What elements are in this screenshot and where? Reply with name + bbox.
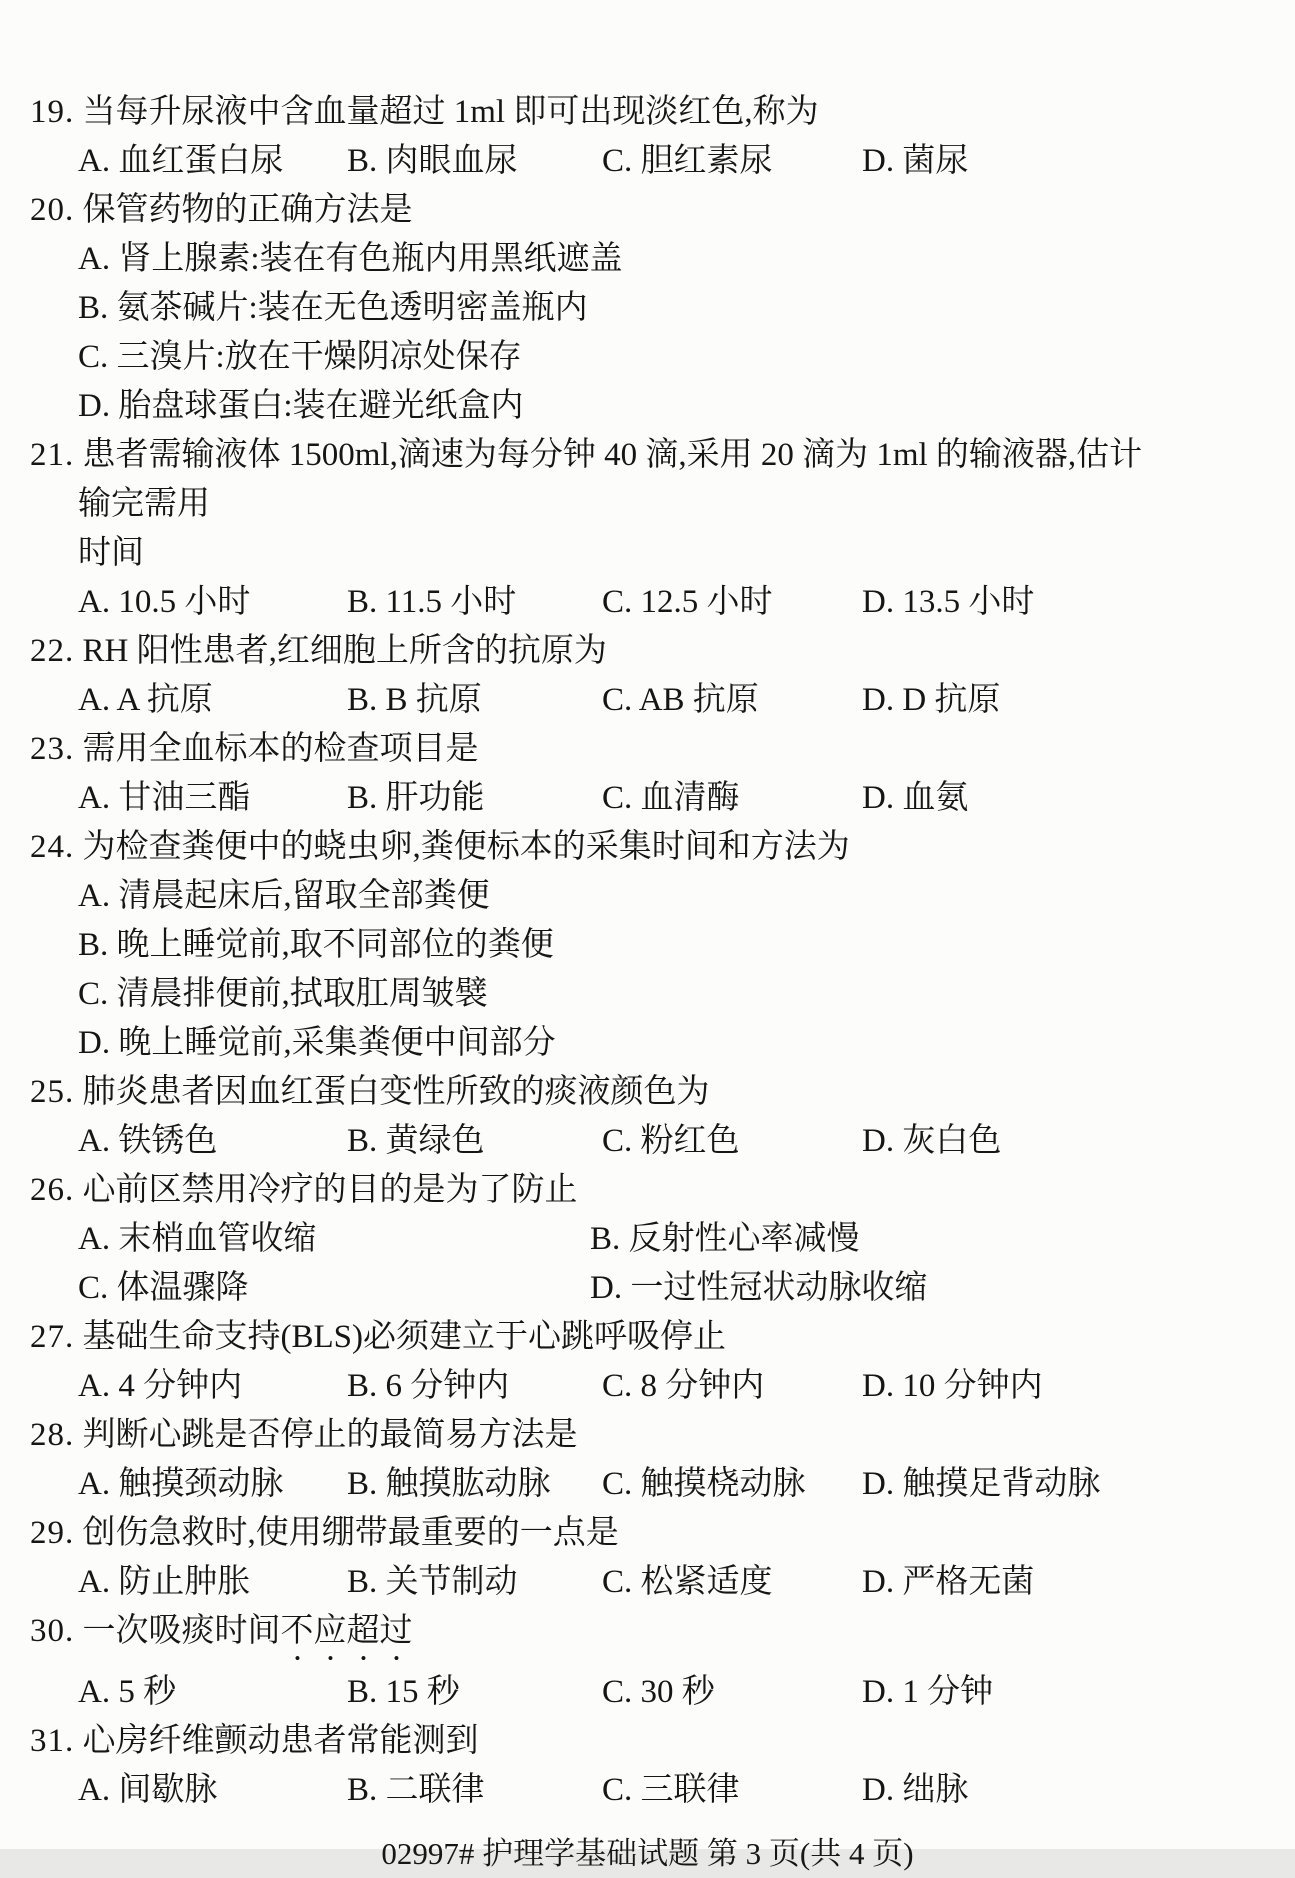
option-text: 晚上睡觉前,采集粪便中间部分 [118, 1025, 556, 1061]
option-c [30, 970, 1265, 1019]
question-stem [30, 88, 1163, 137]
option-text: 二联律 [385, 1772, 485, 1808]
stem-text: 当每升尿液中含血量超过 1ml 即可出现淡红色,称为 [82, 94, 819, 130]
option-b [590, 1215, 860, 1264]
question-stem [30, 1166, 1163, 1215]
option-text: 血红蛋白尿 [118, 143, 284, 179]
option-c [602, 1460, 806, 1509]
option-text: 体温骤降 [116, 1270, 249, 1306]
options-row [30, 1668, 1265, 1717]
question-stem [30, 823, 1163, 872]
options-row [30, 1117, 1265, 1166]
option-text: B 抗原 [385, 682, 482, 718]
question-stem [30, 1313, 1163, 1362]
question-27 [30, 1313, 1265, 1411]
option-d [862, 1117, 1001, 1166]
option-label: C. [602, 143, 633, 179]
question-number: 27. [30, 1319, 75, 1355]
question-31 [30, 1717, 1265, 1815]
option-text: 胆红素尿 [640, 143, 773, 179]
option-a [78, 1215, 316, 1264]
option-c [30, 333, 1265, 382]
option-text: 氨茶碱片:装在无色透明密盖瓶内 [116, 290, 588, 326]
question-stem [30, 725, 1163, 774]
stem-text: 判断心跳是否停止的最简易方法是 [82, 1417, 578, 1453]
option-label: B. [347, 682, 378, 718]
option-b [347, 1117, 485, 1166]
question-26 [30, 1166, 1265, 1313]
option-d [862, 1460, 1100, 1509]
option-d [30, 382, 1265, 431]
option-text: A 抗原 [116, 682, 213, 718]
option-b [347, 676, 482, 725]
option-text: 防止肿胀 [118, 1564, 251, 1600]
option-text: 黄绿色 [385, 1123, 485, 1159]
option-label: D. [590, 1270, 623, 1306]
option-label: C. [602, 1466, 633, 1502]
options-row [30, 1215, 1265, 1264]
stem-text: 为检查粪便中的蛲虫卵,粪便标本的采集时间和方法为 [82, 829, 850, 865]
option-b [347, 1460, 551, 1509]
option-label: D. [862, 584, 895, 620]
option-c [602, 578, 773, 627]
option-a [78, 774, 250, 823]
option-text: 6 分钟内 [385, 1368, 510, 1404]
option-d [30, 1019, 1265, 1068]
option-c [602, 1766, 740, 1815]
stem-emphasized-text: 不应超过 [280, 1613, 413, 1649]
option-a [78, 137, 283, 186]
option-text: 松紧适度 [640, 1564, 773, 1600]
option-text: 11.5 小时 [385, 584, 517, 620]
option-d [862, 137, 968, 186]
option-b [347, 1362, 509, 1411]
option-a [30, 872, 1265, 921]
option-label: B. [347, 1564, 378, 1600]
option-c [602, 137, 773, 186]
option-a [30, 235, 1265, 284]
option-a [78, 676, 213, 725]
stem-text: 心前区禁用冷疗的目的是为了防止 [82, 1172, 578, 1208]
option-label: A. [78, 1564, 111, 1600]
options-row [30, 676, 1265, 725]
option-label: C. [602, 1564, 633, 1600]
options-row [30, 578, 1265, 627]
option-text: 铁锈色 [118, 1123, 218, 1159]
option-d [862, 1766, 968, 1815]
option-text: 肝功能 [385, 780, 485, 816]
option-label: A. [78, 1674, 111, 1710]
options-row [30, 137, 1265, 186]
option-b [30, 921, 1265, 970]
option-label: C. [602, 1368, 633, 1404]
option-label: D. [862, 143, 895, 179]
option-text: 粉红色 [640, 1123, 740, 1159]
option-label: C. [602, 780, 633, 816]
option-label: C. [78, 339, 109, 375]
page-footer [30, 1829, 1265, 1878]
options-row [30, 1766, 1265, 1815]
question-number: 23. [30, 731, 75, 767]
option-d [862, 1362, 1043, 1411]
question-20 [30, 186, 1265, 431]
question-number: 20. [30, 192, 75, 228]
option-text: 严格无菌 [902, 1564, 1035, 1600]
question-24 [30, 823, 1265, 1068]
option-label: A. [78, 878, 111, 914]
option-text: 三联律 [640, 1772, 740, 1808]
option-text: 触摸颈动脉 [118, 1466, 284, 1502]
stem-text: 患者需输液体 1500ml,滴速为每分钟 40 滴,采用 20 滴为 1ml 的输液器,估计输完需用 [78, 437, 1143, 522]
option-a [78, 1766, 217, 1815]
stem-text: RH 阳性患者,红细胞上所含的抗原为 [82, 633, 607, 669]
option-c [602, 1668, 715, 1717]
option-b [347, 1558, 518, 1607]
question-22 [30, 627, 1265, 725]
question-number: 31. [30, 1723, 75, 1759]
option-text: 胎盘球蛋白:装在避光纸盒内 [118, 388, 524, 424]
option-text: 血清酶 [640, 780, 740, 816]
option-text: 触摸桡动脉 [640, 1466, 806, 1502]
question-30 [30, 1607, 1265, 1717]
question-19 [30, 88, 1265, 186]
option-text: 清晨排便前,拭取肛周皱襞 [116, 976, 488, 1012]
question-28 [30, 1411, 1265, 1509]
option-text: 菌尿 [902, 143, 969, 179]
question-stem [30, 1509, 1163, 1558]
option-label: D. [862, 1772, 895, 1808]
option-text: 关节制动 [385, 1564, 518, 1600]
option-text: 12.5 小时 [640, 584, 773, 620]
option-label: C. [78, 976, 109, 1012]
option-label: C. [602, 584, 633, 620]
option-label: D. [862, 1123, 895, 1159]
option-text: 触摸肱动脉 [385, 1466, 551, 1502]
option-label: A. [78, 143, 111, 179]
question-stem [30, 1068, 1163, 1117]
question-stem [30, 627, 1163, 676]
option-text: 肾上腺素:装在有色瓶内用黑纸遮盖 [118, 241, 623, 277]
option-c [602, 774, 740, 823]
question-number: 28. [30, 1417, 75, 1453]
stem-text: 肺炎患者因血红蛋白变性所致的痰液颜色为 [82, 1074, 710, 1110]
option-c [602, 1117, 740, 1166]
option-d [862, 774, 968, 823]
option-label: B. [347, 584, 378, 620]
stem-text: 心房纤维颤动患者常能测到 [82, 1723, 479, 1759]
question-29 [30, 1509, 1265, 1607]
option-label: B. [347, 143, 378, 179]
option-label: D. [862, 780, 895, 816]
option-label: A. [78, 1368, 111, 1404]
options-row [30, 1558, 1265, 1607]
stem-text: 创伤急救时,使用绷带最重要的一点是 [82, 1515, 619, 1551]
option-a [78, 1460, 283, 1509]
option-text: AB 抗原 [638, 682, 759, 718]
option-a [78, 1668, 176, 1717]
option-text: D 抗原 [902, 682, 1001, 718]
option-a [78, 578, 250, 627]
option-text: 10.5 小时 [118, 584, 251, 620]
option-label: D. [78, 1025, 111, 1061]
option-text: 5 秒 [118, 1674, 177, 1710]
option-c [78, 1264, 249, 1313]
option-text: 甘油三酯 [118, 780, 251, 816]
option-label: B. [347, 780, 378, 816]
option-label: B. [590, 1221, 621, 1257]
option-label: A. [78, 584, 111, 620]
option-c [602, 1362, 764, 1411]
question-number: 25. [30, 1074, 75, 1110]
option-c [602, 1558, 773, 1607]
option-b [347, 1668, 460, 1717]
option-label: C. [602, 682, 633, 718]
question-stem [30, 1607, 1163, 1668]
option-text: 三溴片:放在干燥阴凉处保存 [116, 339, 522, 375]
option-label: B. [347, 1368, 378, 1404]
question-25 [30, 1068, 1265, 1166]
option-b [347, 137, 518, 186]
option-b [347, 578, 516, 627]
option-label: C. [602, 1772, 633, 1808]
option-a [78, 1558, 250, 1607]
option-d [862, 676, 1000, 725]
option-label: A. [78, 1221, 111, 1257]
question-stem [30, 186, 1163, 235]
option-label: A. [78, 1123, 111, 1159]
question-number: 19. [30, 94, 75, 130]
option-b [347, 1766, 485, 1815]
option-text: 4 分钟内 [118, 1368, 243, 1404]
question-number: 29. [30, 1515, 75, 1551]
question-number: 30. [30, 1613, 75, 1649]
option-label: A. [78, 1466, 111, 1502]
question-21 [30, 431, 1265, 627]
option-text: 肉眼血尿 [385, 143, 518, 179]
stem-text: 保管药物的正确方法是 [82, 192, 413, 228]
question-stem-continued: 时间 [78, 535, 144, 571]
option-label: B. [78, 927, 109, 963]
option-text: 晚上睡觉前,取不同部位的粪便 [116, 927, 554, 963]
option-text: 30 秒 [640, 1674, 715, 1710]
stem-text: 需用全血标本的检查项目是 [82, 731, 479, 767]
option-label: B. [347, 1674, 378, 1710]
option-label: D. [862, 682, 895, 718]
option-label: C. [78, 1270, 109, 1306]
option-label: A. [78, 780, 111, 816]
option-text: 8 分钟内 [640, 1368, 765, 1404]
stem-text: 一次吸痰时间 [82, 1613, 281, 1649]
option-label: B. [347, 1466, 378, 1502]
option-text: 13.5 小时 [902, 584, 1035, 620]
option-b [30, 284, 1265, 333]
option-d [862, 1668, 993, 1717]
option-label: C. [602, 1123, 633, 1159]
option-text: 间歇脉 [118, 1772, 218, 1808]
question-number: 22. [30, 633, 75, 669]
option-d [862, 1558, 1034, 1607]
option-text: 15 秒 [385, 1674, 460, 1710]
option-label: D. [862, 1466, 895, 1502]
option-text: 灰白色 [902, 1123, 1002, 1159]
options-row [30, 774, 1265, 823]
options-row [30, 1460, 1265, 1509]
question-stem [30, 1411, 1163, 1460]
option-label: D. [862, 1674, 895, 1710]
option-text: 末梢血管收缩 [118, 1221, 317, 1257]
option-label: B. [347, 1772, 378, 1808]
question-stem [30, 1717, 1163, 1766]
question-number: 26. [30, 1172, 75, 1208]
option-text: 一过性冠状动脉收缩 [630, 1270, 928, 1306]
option-text: 触摸足背动脉 [902, 1466, 1101, 1502]
option-label: D. [78, 388, 111, 424]
option-label: B. [347, 1123, 378, 1159]
option-d [590, 1264, 927, 1313]
option-label: B. [78, 290, 109, 326]
page-footer-text: 02997# 护理学基础试题 第 3 页(共 4 页) [381, 1836, 914, 1871]
option-label: A. [78, 682, 111, 718]
option-text: 10 分钟内 [902, 1368, 1043, 1404]
option-c [602, 676, 759, 725]
question-stem [30, 431, 1163, 529]
option-label: C. [602, 1674, 633, 1710]
option-label: D. [862, 1368, 895, 1404]
options-row [30, 1264, 1265, 1313]
options-row [30, 1362, 1265, 1411]
option-label: D. [862, 1564, 895, 1600]
question-number: 21. [30, 437, 75, 473]
question-23 [30, 725, 1265, 823]
question-number: 24. [30, 829, 75, 865]
option-a [78, 1117, 217, 1166]
option-text: 反射性心率减慢 [628, 1221, 860, 1257]
option-text: 清晨起床后,留取全部粪便 [118, 878, 490, 914]
option-text: 绌脉 [902, 1772, 969, 1808]
option-a [78, 1362, 242, 1411]
option-label: A. [78, 1772, 111, 1808]
option-b [347, 774, 485, 823]
option-d [862, 578, 1034, 627]
option-text: 1 分钟 [902, 1674, 994, 1710]
option-label: A. [78, 241, 111, 277]
option-text: 血氨 [902, 780, 969, 816]
stem-text: 基础生命支持(BLS)必须建立于心跳呼吸停止 [82, 1319, 726, 1355]
